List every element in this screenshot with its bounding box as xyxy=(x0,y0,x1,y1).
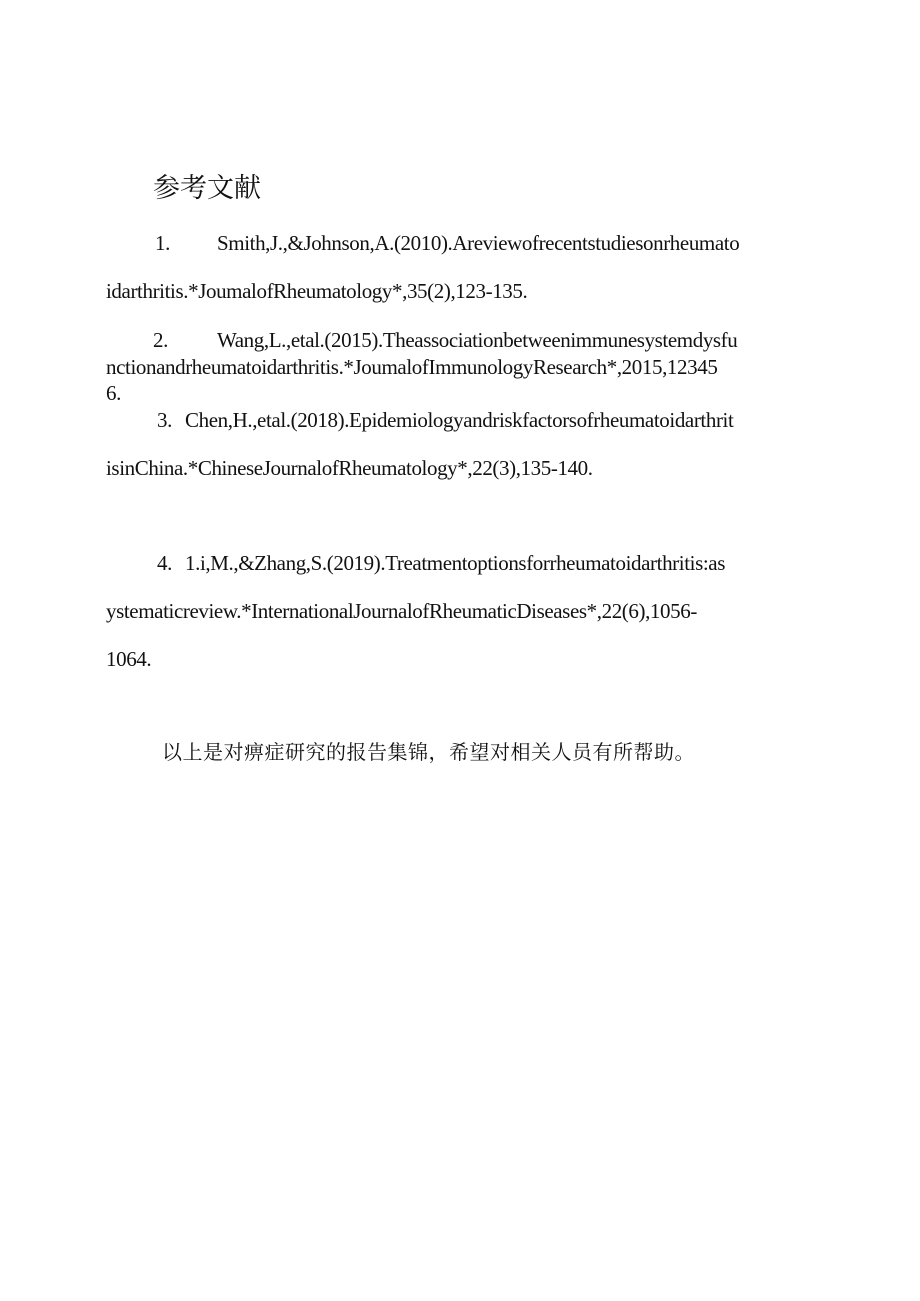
reference-1-number: 1. xyxy=(155,231,170,255)
reference-4-line-1: 1.i,M.,&Zhang,S.(2019).Treatmentoptionsforrheumatoidarthritis:as xyxy=(185,551,725,575)
closing-remark: 以上是对痹症研究的报告集锦，希望对相关人员有所帮助。 xyxy=(162,740,695,764)
reference-2-line-1: Wang,L.,etal.(2015).Theassociationbetweenimmunesystemdysfu xyxy=(217,328,738,352)
reference-2-number: 2. xyxy=(153,328,168,352)
reference-3-number: 3. xyxy=(157,408,172,432)
reference-3-line-2: isinChina.*ChineseJournalofRheumatology*,22(3),135-140. xyxy=(106,456,593,480)
reference-4-number: 4. xyxy=(157,551,172,575)
reference-3-line-1: Chen,H.,etal.(2018).Epidemiologyandriskfactorsofrheumatoidarthrit xyxy=(185,408,734,432)
reference-2-line-3: 6. xyxy=(106,381,121,405)
reference-1-line-2: idarthritis.*JoumalofRheumatology*,35(2),123-135. xyxy=(106,279,528,303)
references-heading: 参考文献 xyxy=(153,173,261,204)
reference-4-line-3: 1064. xyxy=(106,647,152,671)
reference-1-line-1: Smith,J.,&Johnson,A.(2010).Areviewofrecentstudiesonrheumato xyxy=(217,231,740,255)
reference-2-line-2: nctionandrheumatoidarthritis.*JoumalofImmunologyResearch*,2015,12345 xyxy=(106,355,718,379)
reference-4-line-2: ystematicreview.*InternationalJournalofRheumaticDiseases*,22(6),1056- xyxy=(106,599,697,623)
